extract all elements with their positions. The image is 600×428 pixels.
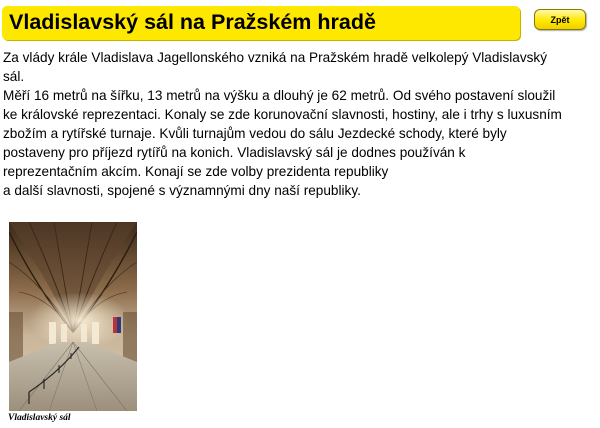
article-paragraph-intro: Za vlády krále Vladislava Jagellonského vzniká na Pražském hradě velkolepý Vladislavský sál. xyxy=(3,50,548,84)
vaulted-hall-image xyxy=(9,222,137,411)
article-paragraph-closing: a další slavnosti, spojené s významnými dny naší republiky. xyxy=(3,183,361,198)
article-text xyxy=(3,48,563,200)
page-title: Vladislavský sál na Pražském hradě xyxy=(9,10,376,34)
title-bar xyxy=(2,6,520,40)
back-button[interactable]: Zpět xyxy=(534,9,586,30)
hall-photo xyxy=(9,222,137,411)
article-paragraph-main: Měří 16 metrů na šířku, 13 metrů na výšku a dlouhý je 62 metrů. Od svého postavení sloužil ke královské reprezentaci. Konaly se zde korunovační slavnosti, hostiny, ale i trhy s luxusním zbožím a rytířské turnaje. Kvůli turnajům vedou do sálu Jezdecké schody, které byly postaveny pro příjezd rytířů na konich. Vladislavský sál je dodnes používán k reprezentačním akcím. Konají se zde volby prezidenta republiky xyxy=(3,88,562,179)
photo-caption: Vladislavský sál xyxy=(8,413,71,423)
